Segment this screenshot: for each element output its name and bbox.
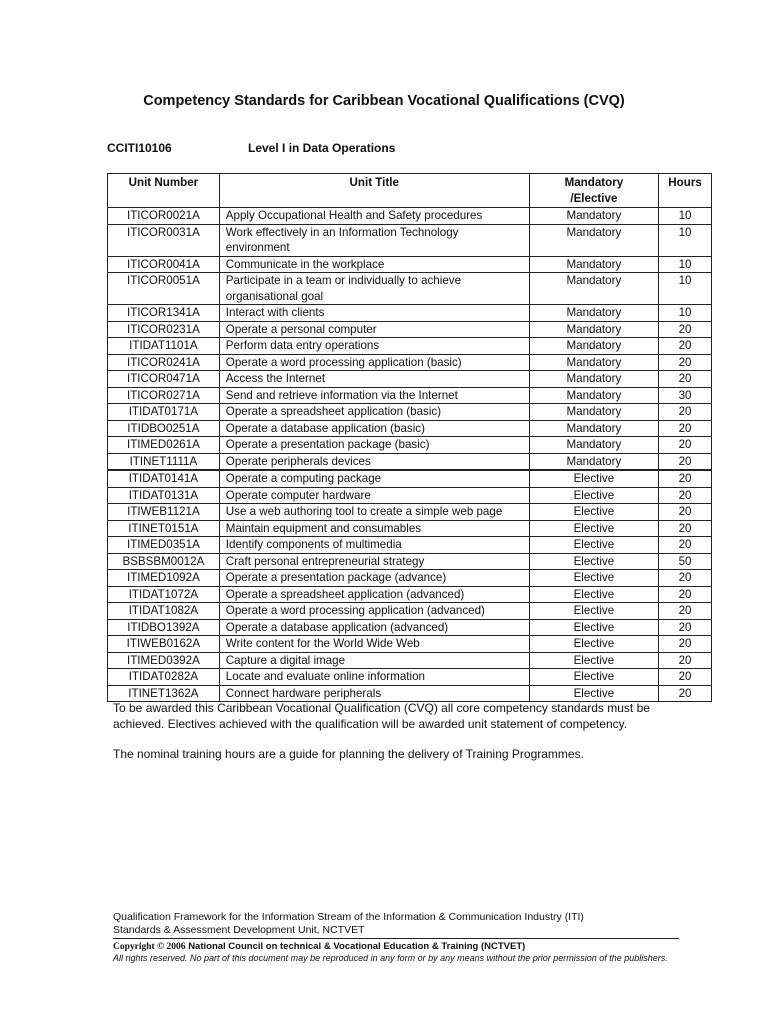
unit-number-cell: ITIDAT0171A — [108, 404, 220, 421]
unit-hours-cell: 20 — [659, 404, 712, 421]
unit-hours-cell: 10 — [659, 305, 712, 322]
unit-type-cell: Mandatory — [529, 338, 658, 355]
unit-number-cell: ITICOR0241A — [108, 354, 220, 371]
unit-title-cell: Operate a database application (basic) — [219, 420, 529, 437]
unit-number-cell: ITICOR0471A — [108, 371, 220, 388]
unit-number-cell: ITINET1362A — [108, 685, 220, 702]
unit-hours-cell: 20 — [659, 652, 712, 669]
unit-hours-cell: 20 — [659, 636, 712, 653]
qualification-code: CCITI10106 — [107, 141, 172, 155]
table-row — [108, 338, 712, 355]
unit-number-cell: ITICOR0021A — [108, 208, 220, 225]
table-row — [108, 208, 712, 225]
unit-number-cell: ITIDBO1392A — [108, 619, 220, 636]
unit-number-cell: ITIMED0261A — [108, 437, 220, 454]
unit-title-cell: Identify components of multimedia — [219, 537, 529, 554]
unit-title-cell: Apply Occupational Health and Safety procedures — [219, 208, 529, 225]
table-row — [108, 586, 712, 603]
unit-number-cell: ITIMED0351A — [108, 537, 220, 554]
units-table-header — [108, 174, 712, 208]
unit-hours-cell: 20 — [659, 420, 712, 437]
unit-type-cell: Elective — [529, 470, 658, 487]
table-row — [108, 553, 712, 570]
unit-type-cell: Mandatory — [529, 437, 658, 454]
unit-title-cell: Maintain equipment and consumables — [219, 520, 529, 537]
unit-type-cell: Elective — [529, 537, 658, 554]
header-row — [108, 174, 712, 208]
unit-type-cell: Elective — [529, 570, 658, 587]
unit-type-cell: Elective — [529, 636, 658, 653]
unit-hours-cell: 20 — [659, 520, 712, 537]
table-row — [108, 537, 712, 554]
unit-hours-cell: 10 — [659, 208, 712, 225]
unit-type-cell: Elective — [529, 652, 658, 669]
unit-type-cell: Elective — [529, 504, 658, 521]
unit-number-cell: ITICOR0231A — [108, 321, 220, 338]
table-row — [108, 669, 712, 686]
copyright-org: National Council on technical & Vocational Education & Training (NCTVET) — [188, 941, 526, 952]
unit-number-cell: ITINET1111A — [108, 453, 220, 470]
table-row — [108, 570, 712, 587]
unit-type-cell: Elective — [529, 553, 658, 570]
unit-number-cell: ITIDAT1101A — [108, 338, 220, 355]
unit-hours-cell: 20 — [659, 371, 712, 388]
unit-number-cell: ITIDAT0141A — [108, 470, 220, 487]
unit-number-cell: ITICOR0271A — [108, 387, 220, 404]
footer-copyright — [113, 941, 525, 953]
table-row — [108, 504, 712, 521]
unit-hours-cell: 20 — [659, 354, 712, 371]
unit-title-cell: Operate a word processing application (basic) — [219, 354, 529, 371]
page-title: Competency Standards for Caribbean Vocational Qualifications (CVQ) — [143, 93, 625, 109]
unit-number-cell: ITINET0151A — [108, 520, 220, 537]
unit-type-cell: Mandatory — [529, 387, 658, 404]
qualification-title: Level I in Data Operations — [248, 141, 396, 155]
unit-number-cell: ITIMED0392A — [108, 652, 220, 669]
unit-type-cell: Elective — [529, 603, 658, 620]
unit-number-cell: ITICOR0051A — [108, 273, 220, 305]
unit-title-cell: Interact with clients — [219, 305, 529, 322]
unit-hours-cell: 20 — [659, 437, 712, 454]
unit-hours-cell: 30 — [659, 387, 712, 404]
header-type-line1: Mandatory — [564, 176, 624, 189]
table-row — [108, 354, 712, 371]
unit-type-cell: Mandatory — [529, 305, 658, 322]
unit-number-cell: ITIWEB1121A — [108, 504, 220, 521]
unit-type-cell: Mandatory — [529, 453, 658, 470]
table-row — [108, 371, 712, 388]
table-row — [108, 273, 712, 305]
footer-rights: All rights reserved. No part of this document may be reproduced in any form or by any means without the prior permission of the publishers. — [113, 953, 668, 963]
unit-title-cell: Operate a presentation package (basic) — [219, 437, 529, 454]
unit-title-cell: Operate a presentation package (advance) — [219, 570, 529, 587]
unit-hours-cell: 20 — [659, 487, 712, 504]
unit-number-cell: ITICOR1341A — [108, 305, 220, 322]
unit-type-cell: Elective — [529, 685, 658, 702]
unit-title-cell: Locate and evaluate online information — [219, 669, 529, 686]
table-row — [108, 603, 712, 620]
footer-divider — [113, 938, 679, 939]
unit-hours-cell: 20 — [659, 570, 712, 587]
unit-title-cell: Operate a spreadsheet application (basic) — [219, 404, 529, 421]
unit-number-cell: BSBSBM0012A — [108, 553, 220, 570]
unit-type-cell: Elective — [529, 669, 658, 686]
table-row — [108, 652, 712, 669]
table-row — [108, 420, 712, 437]
unit-number-cell: ITICOR0031A — [108, 224, 220, 256]
unit-title-cell: Craft personal entrepreneurial strategy — [219, 553, 529, 570]
unit-hours-cell: 20 — [659, 586, 712, 603]
table-row — [108, 305, 712, 322]
unit-title-cell: Operate a personal computer — [219, 321, 529, 338]
unit-type-cell: Elective — [529, 586, 658, 603]
unit-number-cell: ITIWEB0162A — [108, 636, 220, 653]
unit-title-cell: Connect hardware peripherals — [219, 685, 529, 702]
unit-number-cell: ITIDAT0282A — [108, 669, 220, 686]
footer-framework-line1: Qualification Framework for the Information Stream of the Information & Communication Industry (ITI) — [113, 911, 584, 923]
unit-type-cell: Mandatory — [529, 224, 658, 256]
unit-hours-cell: 10 — [659, 256, 712, 273]
unit-type-cell: Elective — [529, 520, 658, 537]
unit-number-cell: ITIDAT0131A — [108, 487, 220, 504]
header-type-line2: /Elective — [570, 191, 618, 205]
table-row — [108, 453, 712, 470]
unit-hours-cell: 10 — [659, 224, 712, 256]
unit-hours-cell: 20 — [659, 603, 712, 620]
unit-title-cell: Operate a spreadsheet application (advanced) — [219, 586, 529, 603]
unit-type-cell: Mandatory — [529, 404, 658, 421]
footer-framework-line2: Standards & Assessment Development Unit, NCTVET — [113, 924, 365, 936]
unit-title-cell: Send and retrieve information via the Internet — [219, 387, 529, 404]
unit-title-cell: Operate peripherals devices — [219, 453, 529, 470]
table-row — [108, 437, 712, 454]
units-table — [107, 173, 712, 702]
unit-title-cell: Communicate in the workplace — [219, 256, 529, 273]
unit-type-cell: Elective — [529, 619, 658, 636]
unit-type-cell: Mandatory — [529, 208, 658, 225]
unit-type-cell: Mandatory — [529, 256, 658, 273]
table-row — [108, 387, 712, 404]
unit-hours-cell: 20 — [659, 338, 712, 355]
award-note: To be awarded this Caribbean Vocational Qualification (CVQ) all core competency standards must be achieved. Electives achieved with the qualification will be awarded unit statement of competency. — [113, 701, 650, 731]
unit-title-cell: Participate in a team or individually to achieve organisational goal — [219, 273, 529, 305]
table-row — [108, 256, 712, 273]
unit-type-cell: Mandatory — [529, 354, 658, 371]
unit-hours-cell: 20 — [659, 619, 712, 636]
unit-hours-cell: 20 — [659, 470, 712, 487]
unit-type-cell: Mandatory — [529, 273, 658, 305]
table-row — [108, 404, 712, 421]
table-row — [108, 619, 712, 636]
unit-title-cell: Capture a digital image — [219, 652, 529, 669]
unit-hours-cell: 20 — [659, 321, 712, 338]
unit-type-cell: Elective — [529, 487, 658, 504]
table-row — [108, 636, 712, 653]
unit-number-cell: ITIDAT1082A — [108, 603, 220, 620]
table-row — [108, 470, 712, 487]
unit-title-cell: Operate a database application (advanced) — [219, 619, 529, 636]
table-row — [108, 487, 712, 504]
unit-number-cell: ITICOR0041A — [108, 256, 220, 273]
header-unit-title: Unit Title — [219, 174, 529, 208]
unit-hours-cell: 10 — [659, 273, 712, 305]
unit-type-cell: Mandatory — [529, 371, 658, 388]
header-unit-number: Unit Number — [108, 174, 220, 208]
unit-title-cell: Operate a word processing application (advanced) — [219, 603, 529, 620]
unit-title-cell: Work effectively in an Information Technology environment — [219, 224, 529, 256]
unit-title-cell: Use a web authoring tool to create a simple web page — [219, 504, 529, 521]
unit-hours-cell: 20 — [659, 669, 712, 686]
unit-hours-cell: 20 — [659, 685, 712, 702]
unit-title-cell: Operate a computing package — [219, 470, 529, 487]
unit-hours-cell: 20 — [659, 537, 712, 554]
unit-hours-cell: 20 — [659, 453, 712, 470]
table-row — [108, 224, 712, 256]
unit-number-cell: ITIDAT1072A — [108, 586, 220, 603]
header-type — [529, 174, 658, 208]
unit-type-cell: Mandatory — [529, 321, 658, 338]
unit-title-cell: Operate computer hardware — [219, 487, 529, 504]
unit-title-cell: Perform data entry operations — [219, 338, 529, 355]
unit-title-cell: Write content for the World Wide Web — [219, 636, 529, 653]
units-table-body — [108, 208, 712, 702]
unit-hours-cell: 20 — [659, 504, 712, 521]
header-hours: Hours — [659, 174, 712, 208]
table-row — [108, 520, 712, 537]
unit-type-cell: Mandatory — [529, 420, 658, 437]
unit-hours-cell: 50 — [659, 553, 712, 570]
unit-number-cell: ITIDBO0251A — [108, 420, 220, 437]
nominal-hours-note: The nominal training hours are a guide for planning the delivery of Training Programmes. — [113, 747, 584, 761]
unit-title-cell: Access the Internet — [219, 371, 529, 388]
unit-number-cell: ITIMED1092A — [108, 570, 220, 587]
table-row — [108, 321, 712, 338]
copyright-label: Copyright © 2006 — [113, 942, 186, 952]
